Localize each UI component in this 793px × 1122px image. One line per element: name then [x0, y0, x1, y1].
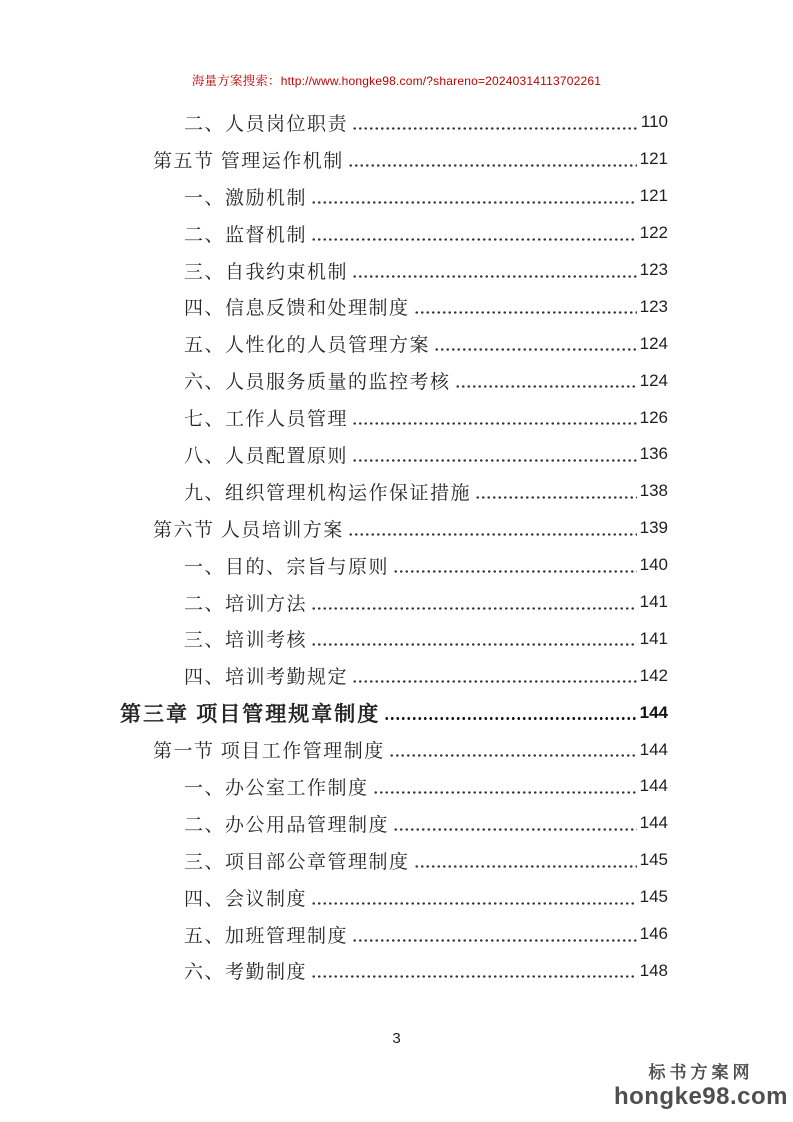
- toc-entry-page-number: 146: [639, 924, 668, 944]
- toc-entry-label: 四、信息反馈和处理制度: [184, 298, 410, 320]
- toc-entry-label: 二、培训方法: [184, 593, 308, 615]
- toc-entry-label: 三、培训考核: [184, 630, 308, 652]
- dot-leader: [311, 178, 637, 215]
- toc-entry-label: 四、会议制度: [184, 888, 308, 910]
- toc-entry-page-number: 144: [639, 776, 668, 796]
- toc-entry-label: 三、项目部公章管理制度: [184, 851, 410, 873]
- toc-entry[interactable]: [0, 399, 793, 436]
- dot-leader: [352, 916, 637, 953]
- dot-leader: [475, 473, 637, 510]
- toc-entry-page-number: 110: [640, 112, 668, 132]
- toc-entry-label: 八、人员配置原则: [184, 445, 349, 467]
- toc-entry[interactable]: [0, 288, 793, 325]
- toc-entry-label: 七、工作人员管理: [184, 409, 349, 431]
- toc-entry-label: 第一节 项目工作管理制度: [153, 741, 385, 763]
- toc-entry-page-number: 138: [639, 481, 668, 501]
- dot-leader: [373, 768, 637, 805]
- toc-entry-page-number: 123: [639, 296, 668, 316]
- toc-entry[interactable]: [0, 657, 793, 694]
- dot-leader: [311, 620, 637, 657]
- dot-leader: [348, 510, 637, 547]
- toc-entry[interactable]: [0, 362, 793, 399]
- toc-entry[interactable]: [0, 178, 793, 215]
- dot-leader: [384, 694, 636, 731]
- dot-leader: [389, 731, 637, 768]
- toc-entry[interactable]: [0, 879, 793, 916]
- toc-entry-label: 二、办公用品管理制度: [184, 814, 390, 836]
- toc-entry-label: 五、人性化的人员管理方案: [184, 335, 431, 357]
- watermark-site-url: hongke98.com: [613, 1082, 788, 1110]
- toc-entry-page-number: 141: [639, 592, 668, 612]
- page-header: [0, 71, 793, 89]
- toc-entry-label: 四、培训考勤规定: [184, 667, 349, 689]
- dot-leader: [455, 362, 637, 399]
- toc-entry[interactable]: [0, 141, 793, 178]
- page-number: 3: [392, 1030, 401, 1047]
- dot-leader: [393, 547, 637, 584]
- toc-entry[interactable]: [0, 510, 793, 547]
- toc-entry[interactable]: [0, 473, 793, 510]
- toc-entry-label: 三、自我约束机制: [184, 261, 349, 283]
- toc-entry[interactable]: [0, 584, 793, 621]
- toc-entry-page-number: 123: [639, 260, 668, 279]
- toc-entry-page-number: 141: [639, 628, 668, 648]
- dot-leader: [352, 399, 637, 436]
- toc-entry-page-number: 122: [639, 223, 668, 243]
- toc-entry[interactable]: [0, 768, 793, 805]
- toc-entry[interactable]: [0, 436, 793, 473]
- dot-leader: [311, 952, 637, 989]
- toc-entry-page-number: 121: [639, 186, 668, 206]
- page-footer: [0, 1030, 793, 1047]
- toc-entry-page-number: 144: [639, 702, 668, 722]
- dot-leader: [352, 104, 638, 141]
- toc-entry-label: 九、组织管理机构运作保证措施: [184, 482, 472, 504]
- toc-entry-page-number: 144: [639, 739, 668, 759]
- toc-entry[interactable]: [0, 694, 793, 731]
- toc-entry-page-number: 139: [639, 518, 668, 538]
- toc-entry-label: 二、监督机制: [184, 224, 308, 246]
- toc-entry-label: 六、考勤制度: [184, 962, 308, 984]
- toc-entry-label: 一、办公室工作制度: [184, 777, 369, 799]
- dot-leader: [352, 252, 637, 289]
- toc-entry[interactable]: [0, 325, 793, 362]
- toc-entry-page-number: 145: [639, 850, 668, 870]
- toc-entry-page-number: 121: [639, 149, 668, 169]
- dot-leader: [348, 141, 637, 178]
- dot-leader: [352, 436, 637, 473]
- table-of-contents: [0, 104, 793, 989]
- toc-entry-label: 第三章 项目管理规章制度: [120, 701, 381, 726]
- toc-entry-page-number: 124: [639, 370, 668, 390]
- toc-entry-label: 六、人员服务质量的监控考核: [184, 372, 451, 394]
- toc-entry[interactable]: [0, 731, 793, 768]
- header-share-url[interactable]: http://www.hongke98.com/?shareno=20240314113702261: [280, 74, 602, 88]
- toc-entry[interactable]: [0, 215, 793, 252]
- toc-entry[interactable]: [0, 805, 793, 842]
- dot-leader: [414, 288, 637, 325]
- dot-leader: [434, 325, 637, 362]
- toc-entry-page-number: 145: [639, 887, 668, 907]
- toc-entry-page-number: 142: [639, 665, 668, 685]
- toc-entry[interactable]: [0, 842, 793, 879]
- toc-entry-label: 第六节 人员培训方案: [153, 519, 344, 541]
- watermark-site-name: 标书方案网: [648, 1062, 754, 1082]
- toc-entry-label: 二、人员岗位职责: [184, 113, 349, 135]
- dot-leader: [352, 657, 637, 694]
- dot-leader: [311, 879, 637, 916]
- toc-entry-label: 五、加班管理制度: [184, 925, 349, 947]
- toc-entry-page-number: 124: [639, 333, 668, 353]
- dot-leader: [311, 215, 637, 252]
- dot-leader: [393, 805, 637, 842]
- toc-entry-page-number: 136: [639, 444, 668, 464]
- header-search-label: 海量方案搜索：: [191, 74, 281, 88]
- toc-entry-label: 第五节 管理运作机制: [153, 150, 344, 172]
- toc-entry[interactable]: [0, 547, 793, 584]
- toc-entry[interactable]: [0, 916, 793, 953]
- dot-leader: [311, 584, 637, 621]
- toc-entry[interactable]: [0, 252, 793, 289]
- toc-entry-label: 一、激励机制: [184, 187, 308, 209]
- toc-entry[interactable]: [0, 952, 793, 989]
- dot-leader: [414, 842, 637, 879]
- toc-entry-page-number: 148: [639, 960, 668, 980]
- toc-entry-page-number: 140: [639, 555, 668, 575]
- toc-entry-page-number: 144: [639, 813, 668, 833]
- toc-entry[interactable]: [0, 104, 793, 141]
- toc-entry-page-number: 126: [639, 407, 668, 427]
- toc-entry-label: 一、目的、宗旨与原则: [184, 556, 390, 578]
- site-watermark: [614, 1064, 788, 1109]
- toc-entry[interactable]: [0, 620, 793, 657]
